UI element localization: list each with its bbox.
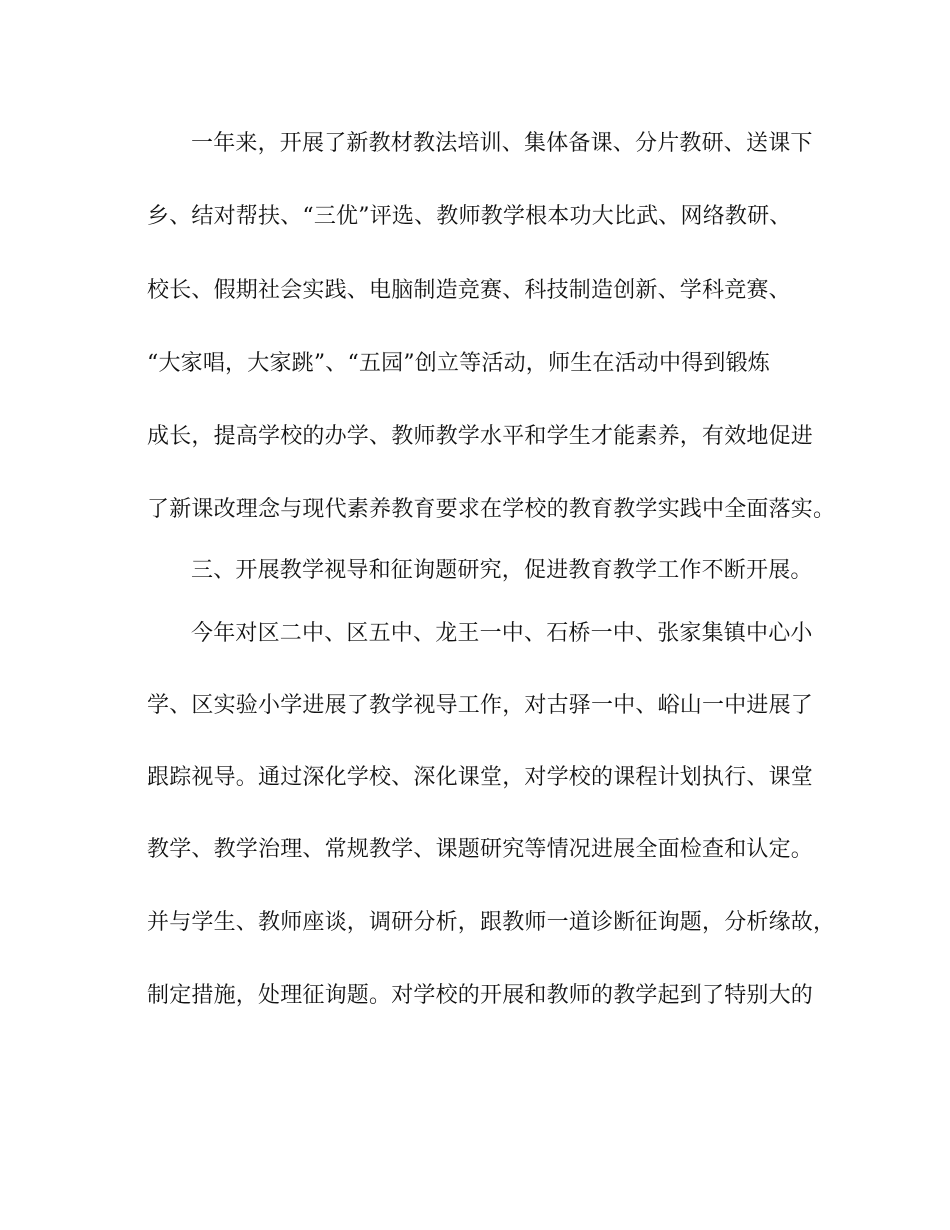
paragraph-2-line-5: 并与学生、教师座谈，调研分析，跟教师一道诊断征询题，分析缘故， xyxy=(147,910,836,935)
section-heading: 三、开展教学视导和征询题研究，促进教育教学工作不断开展。 xyxy=(191,558,813,583)
paragraph-2-line-4: 教学、教学治理、常规教学、课题研究等情况进展全面检查和认定。 xyxy=(147,837,814,862)
paragraph-1-line-6: 了新课改理念与现代素养教育要求在学校的教育教学实践中全面落实。 xyxy=(147,497,836,522)
paragraph-2-line-2: 学、区实验小学进展了教学视导工作，对古驿一中、峪山一中进展了 xyxy=(147,693,814,718)
paragraph-2-line-1: 今年对区二中、区五中、龙王一中、石桥一中、张家集镇中心小 xyxy=(191,621,813,646)
paragraph-1-line-3: 校长、假期社会实践、电脑制造竞赛、科技制造创新、学科竞赛、 xyxy=(147,278,791,303)
paragraph-1-line-2: 乡、结对帮扶、“三优”评选、教师教学根本功大比武、网络教研、 xyxy=(147,204,792,229)
paragraph-1-line-4: “大家唱，大家跳”、“五园”创立等活动，师生在活动中得到锻炼 xyxy=(147,351,770,376)
paragraph-2-line-6: 制定措施，处理征询题。对学校的开展和教师的教学起到了特别大的 xyxy=(147,983,814,1008)
paragraph-1-line-1: 一年来，开展了新教材教法培训、集体备课、分片教研、送课下 xyxy=(191,131,813,156)
paragraph-1-line-5: 成长，提高学校的办学、教师教学水平和学生才能素养，有效地促进 xyxy=(147,424,814,449)
paragraph-2-line-3: 跟踪视导。通过深化学校、深化课堂，对学校的课程计划执行、课堂 xyxy=(147,765,814,790)
